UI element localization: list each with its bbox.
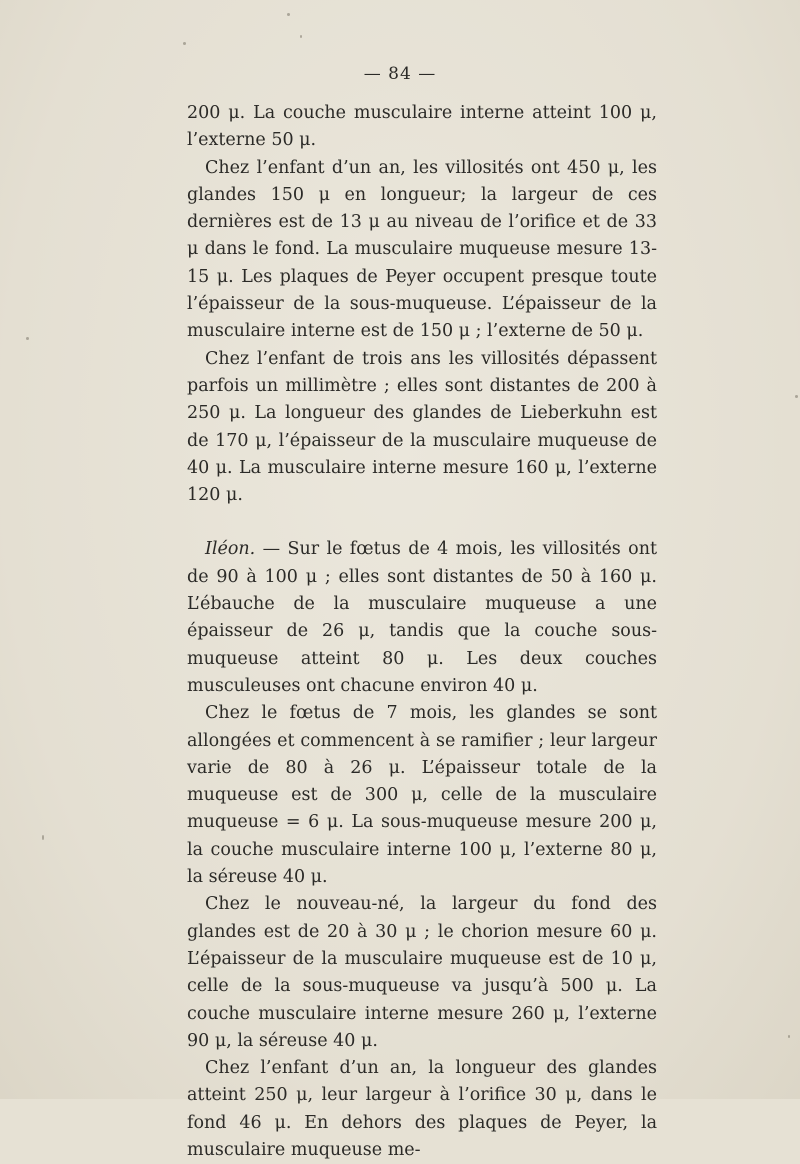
section-label: Iléon. [205, 539, 256, 560]
paragraph-ileon-text: — Sur le fœtus de 4 mois, les villosités ont de 90 à 100 μ ; elles sont distantes de 50 à 160 μ. L’ébauche de la musculaire muqueuse a une épaisseur de 26 μ, tandis que la couche sous-muqueuse atteint 80 μ. Les deux couches musculeuses ont chacune environ 40 μ. [187, 539, 657, 696]
paper-speck [42, 835, 44, 840]
body-text [187, 100, 657, 1164]
paper-speck [26, 337, 29, 340]
page-number: — 84 — [363, 64, 437, 84]
paragraph-ileon [187, 536, 657, 700]
paragraph-3: Chez l’enfant de trois ans les villosités dépassent parfois un millimètre ; elles sont distantes de 200 à 250 μ. La longueur des glandes de Lieberkuhn est de 170 μ, l’épaisseur de la musculaire muqueuse de 40 μ. La musculaire interne mesure 160 μ, l’externe 120 μ. [187, 348, 657, 506]
paper-speck [183, 42, 186, 45]
paragraph-2: Chez l’enfant d’un an, les villosités ont 450 μ, les glandes 150 μ en longueur; la largeur de ces dernières est de 13 μ au niveau de l’orifice et de 33 μ dans le fond. La musculaire muqueuse mesure 13-15 μ. Les plaques de Peyer occupent presque toute l’épaisseur de la sous-muqueuse. L’épaisseur de la musculaire interne est de 150 μ ; l’externe de 50 μ. [187, 157, 657, 342]
paper-speck [300, 35, 302, 38]
paragraph-1: 200 μ. La couche musculaire interne atteint 100 μ, l’externe 50 μ. [187, 103, 657, 151]
paragraph-5: Chez le fœtus de 7 mois, les glandes se sont allongées et commencent à se ramifier ; leur largeur varie de 80 à 26 μ. L’épaisseur totale de la muqueuse est de 300 μ, celle de la musculaire muqueuse = 6 μ. La sous-muqueuse mesure 200 μ, la couche musculaire interne 100 μ, l’externe 80 μ, la séreuse 40 μ. [187, 703, 657, 888]
paragraph-7: Chez l’enfant d’un an, la longueur des glandes atteint 250 μ, leur largeur à l’orifice 30 μ, dans le fond 46 μ. En dehors des plaques de Peyer, la musculaire muqueuse me- [187, 1058, 657, 1160]
paper-speck [287, 13, 290, 16]
paper-speck [795, 395, 798, 398]
paper-speck [788, 1035, 790, 1038]
paragraph-6: Chez le nouveau-né, la largeur du fond des glandes est de 20 à 30 μ ; le chorion mesure 60 μ. L’épaisseur de la musculaire muqueuse est de 10 μ, celle de la sous-muqueuse va jusqu’à 500 μ. La couche musculaire interne mesure 260 μ, l’externe 90 μ, la séreuse 40 μ. [187, 894, 657, 1051]
